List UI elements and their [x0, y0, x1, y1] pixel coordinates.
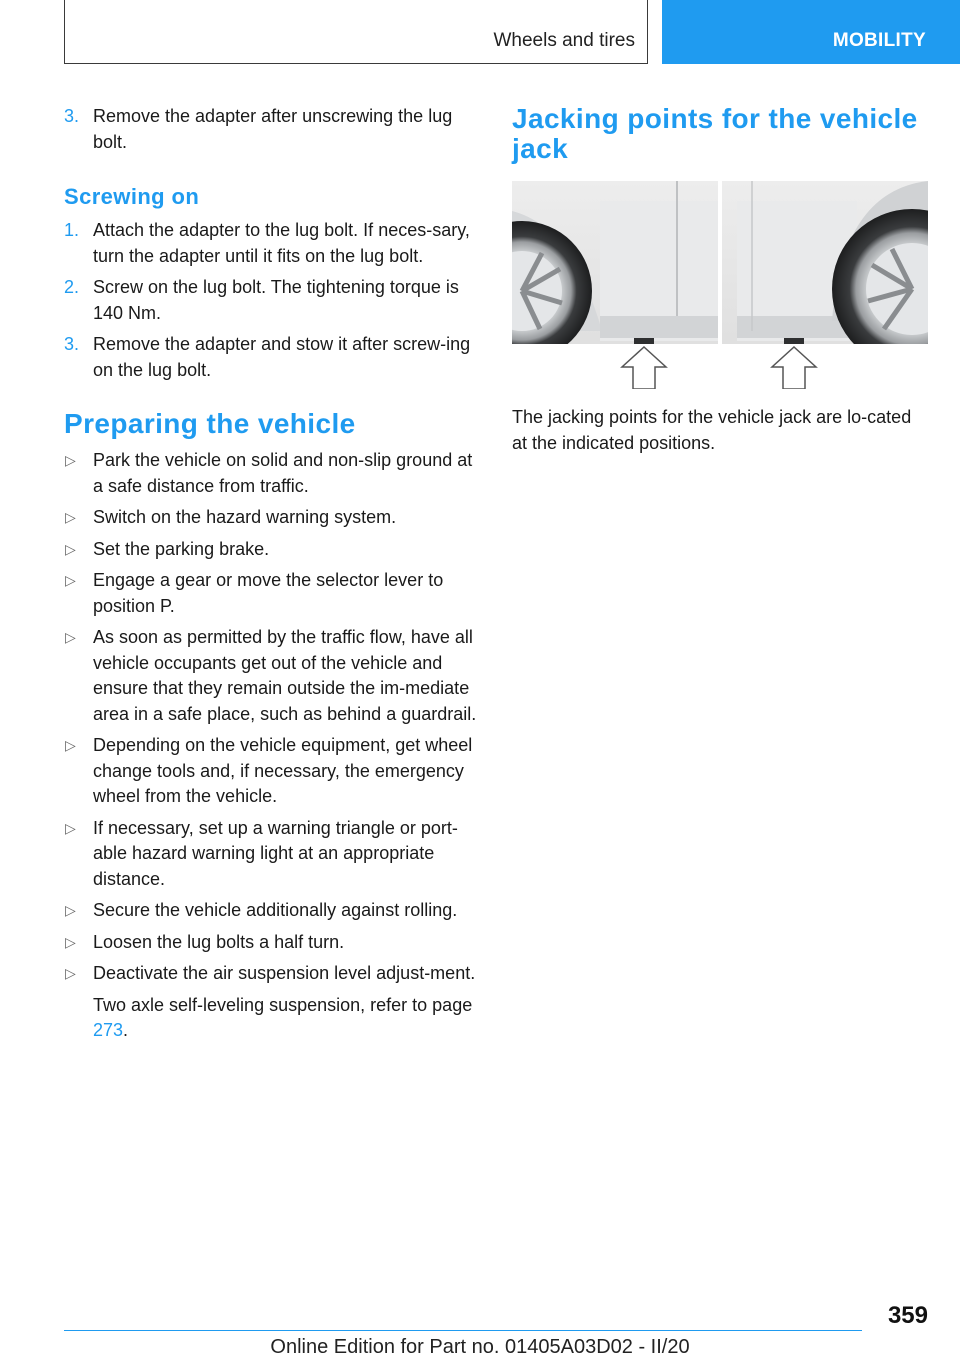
step-number: 3.	[64, 106, 80, 126]
item-text: Switch on the hazard warning system.	[93, 507, 397, 527]
section-heading-jacking: Jacking points for the vehicle jack	[512, 103, 918, 164]
note-text: Two axle self-leveling suspension, refer to page	[93, 994, 473, 1015]
step-text: Screw on the lug bolt. The tightening torque is 140 Nm.	[93, 277, 459, 323]
step-number: 3.	[64, 334, 80, 354]
section-heading-preparing: Preparing the vehicle	[64, 408, 356, 439]
item-text: If necessary, set up a warning triangle or port‐able hazard warning light at an appropriate distance.	[93, 817, 458, 889]
edition-note: Online Edition for Part no. 01405A03D02 - II/20	[270, 1336, 690, 1358]
step-number: 2.	[64, 277, 80, 297]
chapter-tab	[662, 0, 960, 64]
bullet-triangle-icon: ▷	[65, 572, 76, 588]
suspension-note	[93, 993, 484, 1044]
step-text: Attach the adapter to the lug bolt. If neces‐sary, turn the adapter until it fits on the lug bolt.	[93, 220, 470, 266]
page-link[interactable]: 273	[93, 1020, 124, 1040]
section-heading-screwing-on: Screwing on	[64, 184, 200, 209]
bullet-triangle-icon: ▷	[65, 629, 76, 645]
bullet-triangle-icon: ▷	[65, 452, 76, 468]
bullet-triangle-icon: ▷	[65, 965, 76, 981]
item-text: Loosen the lug bolts a half turn.	[93, 931, 345, 952]
item-text: Engage a gear or move the selector lever to position P.	[93, 570, 444, 616]
step-text: Remove the adapter and stow it after screw‐ing on the lug bolt.	[93, 334, 471, 380]
item-text: Secure the vehicle additionally against rolling.	[93, 900, 458, 920]
screwing-on-steps	[64, 218, 484, 383]
list-item	[64, 568, 484, 619]
jacking-point-rear	[784, 338, 804, 344]
list-item	[64, 332, 484, 383]
jacking-description: The jacking points for the vehicle jack are lo‐cated at the indicated positions.	[512, 407, 912, 453]
list-item	[64, 104, 484, 155]
left-column	[64, 104, 484, 1050]
note-period: .	[123, 1020, 129, 1040]
bullet-triangle-icon: ▷	[65, 540, 76, 557]
chapter-title: MOBILITY	[832, 30, 926, 51]
section-title: Wheels and tires	[493, 30, 635, 51]
jacking-point-front	[634, 338, 654, 344]
item-text: Set the parking brake.	[93, 538, 270, 559]
footer-divider	[64, 1330, 862, 1331]
list-item	[64, 816, 484, 893]
list-item	[64, 961, 484, 1044]
right-column	[512, 104, 928, 456]
list-item	[64, 930, 484, 956]
bullet-triangle-icon: ▷	[65, 737, 76, 753]
item-text: Depending on the vehicle equipment, get wheel change tools and, if necessary, the emergency wheel from the vehicle.	[93, 735, 473, 806]
list-item	[64, 275, 484, 326]
item-text: Deactivate the air suspension level adjust‐ment.	[93, 963, 476, 983]
item-text: Park the vehicle on solid and non-slip ground at a safe distance from traffic.	[93, 450, 473, 496]
list-item	[64, 898, 484, 924]
preparing-list	[64, 448, 484, 1044]
list-item	[64, 218, 484, 269]
page-number: 359	[887, 1302, 928, 1329]
list-item	[64, 505, 484, 531]
bullet-triangle-icon: ▷	[65, 509, 76, 525]
step-text: Remove the adapter after unscrewing the lug bolt.	[93, 106, 453, 152]
list-item	[64, 537, 484, 563]
bullet-triangle-icon: ▷	[65, 933, 76, 950]
list-item	[64, 733, 484, 810]
item-text: As soon as permitted by the traffic flow, have all vehicle occupants get out of the vehicle and ensure that they remain outside the im‐mediate area in a safe place, such as behind a guardrail.	[93, 627, 477, 724]
bullet-triangle-icon: ▷	[65, 819, 76, 836]
unscrew-steps	[64, 104, 484, 155]
running-header	[64, 0, 648, 64]
list-item	[64, 448, 484, 499]
jacking-points-figure	[512, 181, 928, 389]
bullet-triangle-icon: ▷	[65, 902, 76, 918]
step-number: 1.	[64, 220, 80, 240]
list-item	[64, 625, 484, 727]
